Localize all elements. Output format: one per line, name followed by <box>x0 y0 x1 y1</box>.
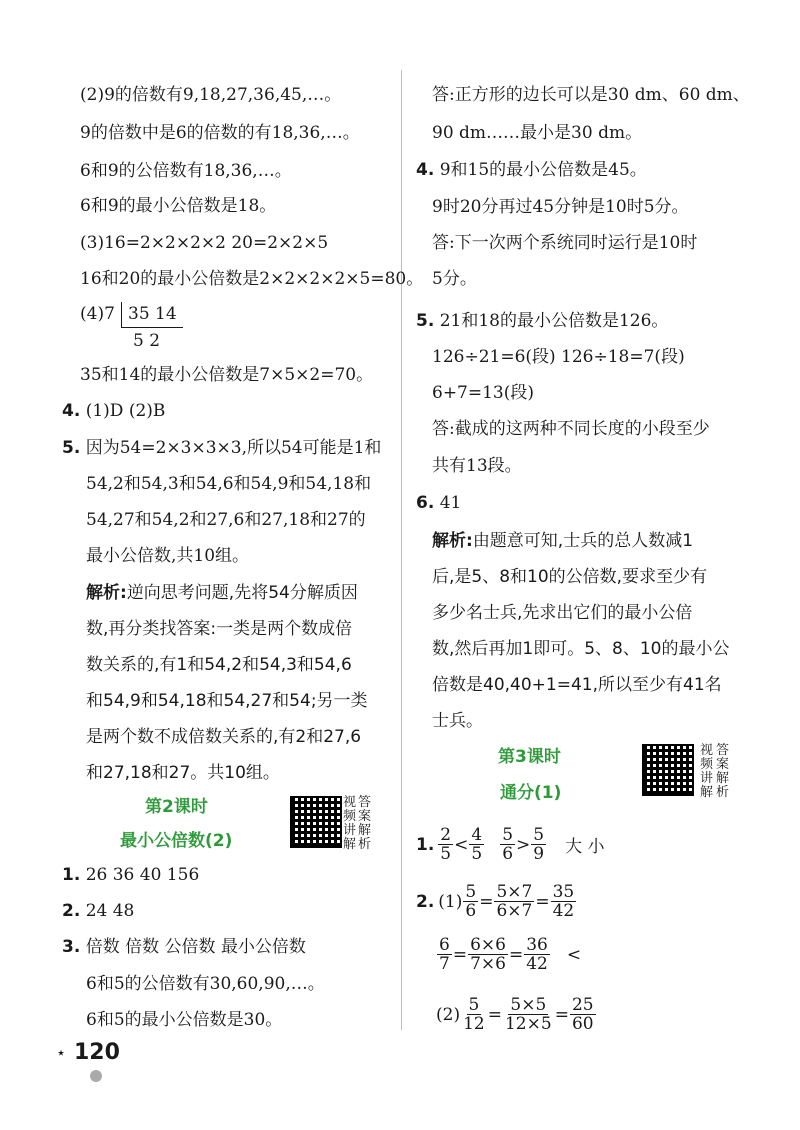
left-line-6: 16和20的最小公倍数是2×2×2×2×5=80。 <box>80 269 424 289</box>
fraction-convert-2: $\frac{6}{7}$ = $\frac{6\times 6}{7\times 6}$ = $\frac{36}{42}$ < <box>439 935 582 974</box>
answer-3: 3. 倍数 倍数 公倍数 最小公倍数 <box>62 937 306 957</box>
fraction-5-6: $\frac{5}{6}$ <box>502 825 514 864</box>
q6-analysis-3: 多少名士兵,先求出它们的最小公倍 <box>432 603 693 623</box>
question-4: 4. (1)D (2)B <box>62 401 166 421</box>
column-divider <box>401 70 402 1030</box>
q6-analysis-5: 倍数是40,40+1=41,所以至少有41名 <box>432 675 722 695</box>
right-q4-line-4: 5分。 <box>432 269 477 289</box>
qr-caption-4: 答案解析 <box>716 743 730 800</box>
question-5-line-2: 54,2和54,3和54,6和54,9和54,18和 <box>86 474 372 494</box>
qr-caption-1: 视频讲解 <box>343 795 357 852</box>
left-line-5: (3)16=2×2×2×2 20=2×2×5 <box>80 233 329 253</box>
short-division-prefix: (4)7 <box>80 304 115 324</box>
star-icon: ⋆ <box>56 1043 67 1062</box>
page-number: 120 <box>74 1040 120 1065</box>
fraction-convert-3: (2) $\frac{5}{12}$ = $\frac{5\times 5}{12\times 5}$ = $\frac{25}{60}$ <box>436 995 594 1034</box>
q5-analysis-2: 数,再分类找答案:一类是两个数成倍 <box>86 619 353 639</box>
right-q4-line-2: 9时20分再过45分钟是10时5分。 <box>432 197 689 217</box>
q6-analysis-1: 解析:由题意可知,士兵的总人数减1 <box>432 531 694 551</box>
q6-analysis-2: 后,是5、8和10的公倍数,要求至少有 <box>432 567 708 587</box>
right-q5-line-3: 6+7=13(段) <box>432 383 535 403</box>
fraction-convert-1: 2. (1) $\frac{5}{6}$ = $\frac{5\times 7}{6\times 7}$ = $\frac{35}{42}$ <box>416 882 575 921</box>
fraction-4-5: $\frac{4}{5}$ <box>471 825 483 864</box>
right-question-4: 4. 9和15的最小公倍数是45。 <box>416 160 647 180</box>
left-line-1: (2)9的倍数有9,18,27,36,45,…。 <box>80 85 342 105</box>
right-line-1: 答:正方形的边长可以是30 dm、60 dm、 <box>432 85 750 105</box>
left-line-4: 6和9的最小公倍数是18。 <box>80 196 277 216</box>
section-2-subtitle: 最小公倍数(2) <box>120 831 233 851</box>
right-q5-line-5: 共有13段。 <box>432 456 522 476</box>
q6-analysis-4: 数,然后再加1即可。5、8、10的最小公 <box>432 639 730 659</box>
answer-3-line-3: 6和5的最小公倍数是30。 <box>86 1010 283 1030</box>
question-5-line-4: 最小公倍数,共10组。 <box>86 546 250 566</box>
qr-caption-3: 视频讲解 <box>700 743 714 800</box>
section-2-title: 第2课时 <box>145 797 208 817</box>
q5-analysis-1: 解析:逆向思考问题,先将54分解质因 <box>86 583 358 603</box>
short-division-line <box>121 327 183 328</box>
right-q5-line-4: 答:截成的这两种不同长度的小段至少 <box>432 419 710 439</box>
right-q4-line-3: 答:下一次两个系统同时运行是10时 <box>432 233 698 253</box>
answer-2: 2. 24 48 <box>62 901 135 921</box>
qr-code-icon[interactable] <box>290 796 342 848</box>
decorative-dot <box>90 1070 102 1082</box>
q5-analysis-5: 是两个数不成倍数关系的,有2和27,6 <box>86 727 362 747</box>
left-line-8: 35和14的最小公倍数是7×5×2=70。 <box>80 365 374 385</box>
fraction-5-9: $\frac{5}{9}$ <box>533 825 545 864</box>
qr-code-icon-2[interactable] <box>642 744 694 796</box>
q5-analysis-4: 和54,9和54,18和54,27和54;另一类 <box>86 691 368 711</box>
section-3-title: 第3课时 <box>498 747 561 767</box>
q5-analysis-6: 和27,18和27。共10组。 <box>86 763 280 783</box>
left-line-2: 9的倍数中是6的倍数的有18,36,…。 <box>80 123 360 143</box>
left-line-3: 6和9的公倍数有18,36,…。 <box>80 161 292 181</box>
question-5-line-3: 54,27和54,2和27,6和27,18和27的 <box>86 510 366 530</box>
short-division-bar <box>121 302 122 328</box>
question-5: 5. 因为54=2×3×3×3,所以54可能是1和 <box>62 438 382 458</box>
right-question-6: 6. 41 <box>416 493 462 513</box>
answer-3-line-2: 6和5的公倍数有30,60,90,…。 <box>86 974 325 994</box>
right-q5-line-2: 126÷21=6(段) 126÷18=7(段) <box>432 347 685 367</box>
short-division-top: 35 14 <box>128 304 177 324</box>
q5-analysis-3: 数关系的,有1和54,2和54,3和54,6 <box>86 655 352 675</box>
answer-1: 1. 26 36 40 156 <box>62 865 200 885</box>
section-3-subtitle: 通分(1) <box>500 783 562 803</box>
right-question-5: 5. 21和18的最小公倍数是126。 <box>416 311 669 331</box>
qr-caption-2: 答案解析 <box>358 795 372 852</box>
fraction-compare-row: 1. $\frac{2}{5}$ < $\frac{4}{5}$ $\frac{5}{6}$ > $\frac{5}{9}$ 大 小 <box>416 825 605 864</box>
right-line-2: 90 dm……最小是30 dm。 <box>432 123 643 143</box>
q6-analysis-6: 士兵。 <box>432 711 483 731</box>
fraction-2-5: $\frac{2}{5}$ <box>440 825 452 864</box>
short-division-bottom: 5 2 <box>133 331 161 351</box>
